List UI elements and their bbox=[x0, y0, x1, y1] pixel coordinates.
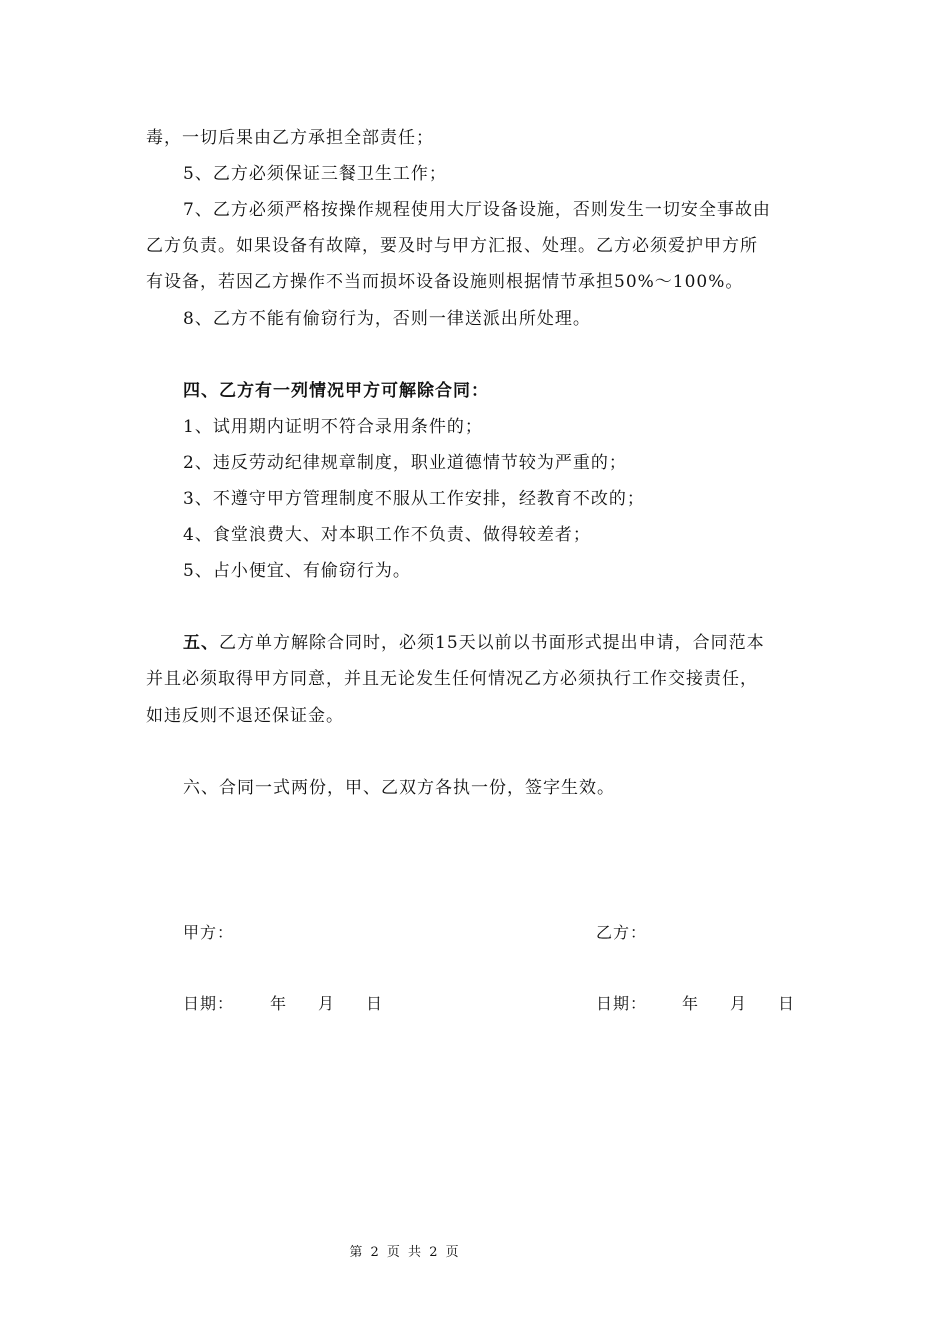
clause-item-7-line3: 有设备，若因乙方操作不当而损坏设备设施则根据情节承担50%～100%。 bbox=[146, 272, 744, 292]
section5-line3: 如违反则不退还保证金。 bbox=[146, 706, 344, 726]
section4-item-5: 5、占小便宜、有偷窃行为。 bbox=[183, 561, 411, 581]
section5-heading: 五、 bbox=[183, 633, 219, 653]
party-a-month: 月 bbox=[318, 994, 335, 1013]
party-a-date-label: 日期： bbox=[183, 994, 235, 1013]
section5-line2: 并且必须取得甲方同意，并且无论发生任何情况乙方必须执行工作交接责任， bbox=[146, 669, 758, 689]
party-a-label: 甲方： bbox=[183, 923, 235, 942]
party-b-year: 年 bbox=[682, 994, 699, 1013]
section4-item-4: 4、食堂浪费大、对本职工作不负责、做得较差者； bbox=[183, 525, 591, 545]
party-b-day: 日 bbox=[778, 994, 795, 1013]
continuation-line: 毒，一切后果由乙方承担全部责任； bbox=[146, 128, 434, 148]
clause-item-7-line1: 7、乙方必须严格按操作规程使用大厅设备设施，否则发生一切安全事故由 bbox=[183, 200, 771, 220]
party-b-label: 乙方： bbox=[596, 923, 648, 942]
section4-heading: 四、乙方有一列情况甲方可解除合同： bbox=[183, 381, 489, 401]
clause-item-8: 8、乙方不能有偷窃行为，否则一律送派出所处理。 bbox=[183, 309, 591, 329]
section5-text-line1: 乙方单方解除合同时，必须15天以前以书面形式提出申请，合同范本 bbox=[219, 633, 765, 653]
section4-item-2: 2、违反劳动纪律规章制度，职业道德情节较为严重的； bbox=[183, 453, 627, 473]
party-a-day: 日 bbox=[366, 994, 383, 1013]
section5-line1 bbox=[183, 631, 765, 655]
party-b-date-label: 日期： bbox=[596, 994, 648, 1013]
party-a-year: 年 bbox=[270, 994, 287, 1013]
section4-item-1: 1、试用期内证明不符合录用条件的； bbox=[183, 417, 483, 437]
clause-item-5: 5、乙方必须保证三餐卫生工作； bbox=[183, 164, 447, 184]
page-footer: 第 2 页 共 2 页 bbox=[349, 1245, 461, 1260]
section6-text: 六、合同一式两份，甲、乙双方各执一份，签字生效。 bbox=[183, 778, 615, 798]
clause-item-7-line2: 乙方负责。如果设备有故障，要及时与甲方汇报、处理。乙方必须爱护甲方所 bbox=[146, 236, 758, 256]
party-b-month: 月 bbox=[730, 994, 747, 1013]
section4-item-3: 3、不遵守甲方管理制度不服从工作安排，经教育不改的； bbox=[183, 489, 645, 509]
